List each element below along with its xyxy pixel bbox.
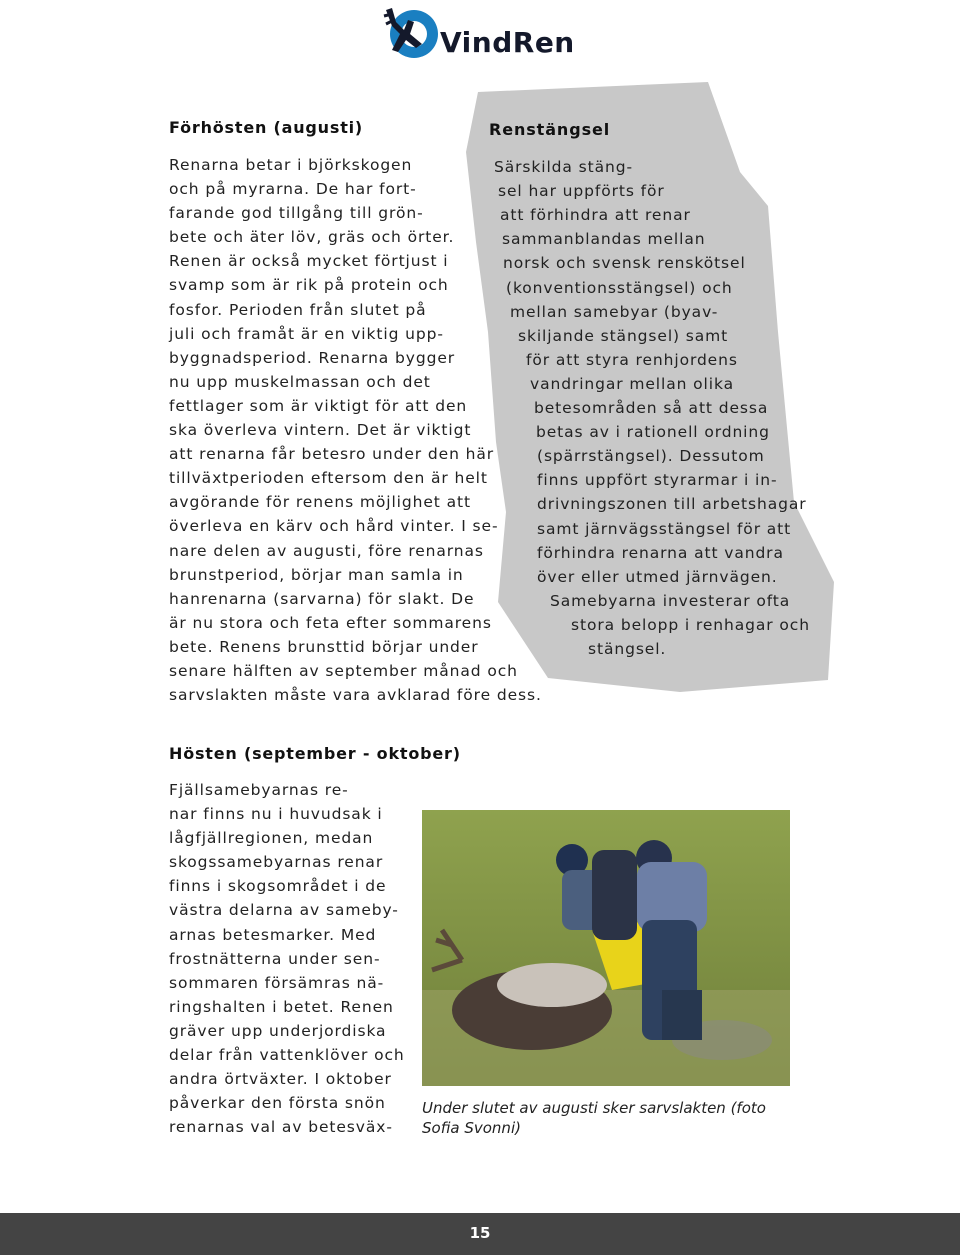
text-line: och på myrarna. De har fort-: [169, 180, 417, 199]
text-line: renarnas val av betesväx-: [169, 1118, 393, 1137]
sidebar-text-line: sel har uppförts för: [498, 182, 665, 201]
reindeer-logo-icon: [378, 4, 440, 64]
text-line: svamp som är rik på protein och: [169, 276, 449, 295]
text-line: gräver upp underjordiska: [169, 1021, 387, 1040]
section-body-hosten: [169, 778, 405, 1139]
sidebar-text-line: drivningszonen till arbetshagar: [537, 495, 807, 514]
text-line: sommaren försämras nä-: [169, 973, 385, 992]
text-line: ska överleva vintern. Det är viktigt: [169, 421, 472, 440]
text-line: hanrenarna (sarvarna) för slakt. De: [169, 589, 475, 608]
sidebar-text-line: betas av i rationell ordning: [536, 423, 770, 442]
sidebar-text-line: förhindra renarna att vandra: [537, 543, 784, 562]
brand-name: VindRen: [440, 26, 575, 59]
reindeer-slaughter-photo: [422, 810, 790, 1086]
section-heading-forhosten: Förhösten (augusti): [169, 118, 364, 137]
text-line: västra delarna av sameby-: [169, 901, 399, 920]
text-line: fettlager som är viktigt för att den: [169, 396, 468, 415]
sidebar-text-line: finns uppfört styrarmar i in-: [537, 471, 778, 490]
sidebar-text-line: mellan samebyar (byav-: [510, 302, 719, 321]
text-line: avgörande för renens möjlighet att: [169, 493, 471, 512]
text-line: arnas betesmarker. Med: [169, 925, 377, 944]
text-line: påverkar den första snön: [169, 1094, 386, 1113]
text-line: nu upp muskelmassan och det: [169, 372, 431, 391]
sidebar-text-line: sammanblandas mellan: [502, 230, 706, 249]
text-line: tillväxtperioden eftersom den är helt: [169, 469, 488, 488]
text-line: nare delen av augusti, före renarnas: [169, 541, 484, 560]
photo-caption: Under slutet av augusti sker sarvslakten (foto Sofia Svonni): [422, 1099, 766, 1137]
text-line: andra örtväxter. I oktober: [169, 1070, 392, 1089]
text-line: bete. Renens brunsttid börjar under: [169, 637, 479, 656]
text-line: nar finns nu i huvudsak i: [169, 805, 383, 824]
vindren-logo: [378, 4, 588, 64]
text-line: att renarna får betesro under den här: [169, 445, 495, 464]
sidebar-text-line: (spärrstängsel). Dessutom: [537, 447, 765, 466]
section-heading-hosten: Hösten (september - oktober): [169, 744, 461, 763]
text-line: överleva en kärv och hård vinter. I se-: [169, 517, 499, 536]
text-line: finns i skogsområdet i de: [169, 877, 387, 896]
text-line: farande god tillgång till grön-: [169, 204, 424, 223]
sidebar-text-line: stängsel.: [588, 640, 667, 658]
page-footer: [0, 1213, 960, 1255]
sidebar-text-line: skiljande stängsel) samt: [518, 326, 729, 345]
text-line: lågfjällregionen, medan: [169, 829, 374, 848]
text-line: Renarna betar i björkskogen: [169, 156, 413, 174]
sidebar-text-line: vandringar mellan olika: [530, 374, 734, 393]
text-line: frostnätterna under sen-: [169, 949, 381, 968]
sidebar-text-line: att förhindra att renar: [500, 206, 691, 225]
sidebar-text-line: betesområden så att dessa: [534, 399, 769, 417]
text-line: Fjällsamebyarnas re-: [169, 781, 349, 799]
sidebar-text-line: (konventionsstängsel) och: [506, 278, 733, 297]
text-line: är nu stora och feta efter sommarens: [169, 613, 492, 632]
sidebar-text-line: stora belopp i renhagar och: [571, 615, 810, 634]
text-line: skogssamebyarnas renar: [169, 853, 384, 872]
sidebar-text-line: norsk och svensk renskötsel: [503, 254, 746, 273]
text-line: byggnadsperiod. Renarna bygger: [169, 348, 456, 367]
text-line: juli och framåt är en viktig upp-: [169, 324, 444, 343]
text-line: Renen är också mycket förtjust i: [169, 252, 449, 271]
text-line: ringshalten i betet. Renen: [169, 997, 394, 1016]
text-line: delar från vattenklöver och: [169, 1046, 405, 1065]
text-line: senare hälften av september månad och: [169, 661, 518, 680]
sidebar-text-line: över eller utmed järnvägen.: [537, 567, 778, 586]
text-line: sarvslakten måste vara avklarad före dess.: [169, 686, 542, 705]
text-line: brunstperiod, börjar man samla in: [169, 565, 464, 584]
sidebar-text-line: för att styra renhjordens: [526, 350, 738, 369]
page-number: 15: [469, 1224, 491, 1242]
sidebar-text-line: Särskilda stäng-: [494, 158, 633, 176]
sidebar-text-line: Samebyarna investerar ofta: [550, 591, 791, 610]
sidebar-heading: Renstängsel: [489, 120, 611, 139]
sidebar-text-line: samt järnvägsstängsel för att: [537, 519, 792, 538]
text-line: bete och äter löv, gräs och örter.: [169, 228, 455, 247]
text-line: fosfor. Perioden från slutet på: [169, 300, 427, 319]
